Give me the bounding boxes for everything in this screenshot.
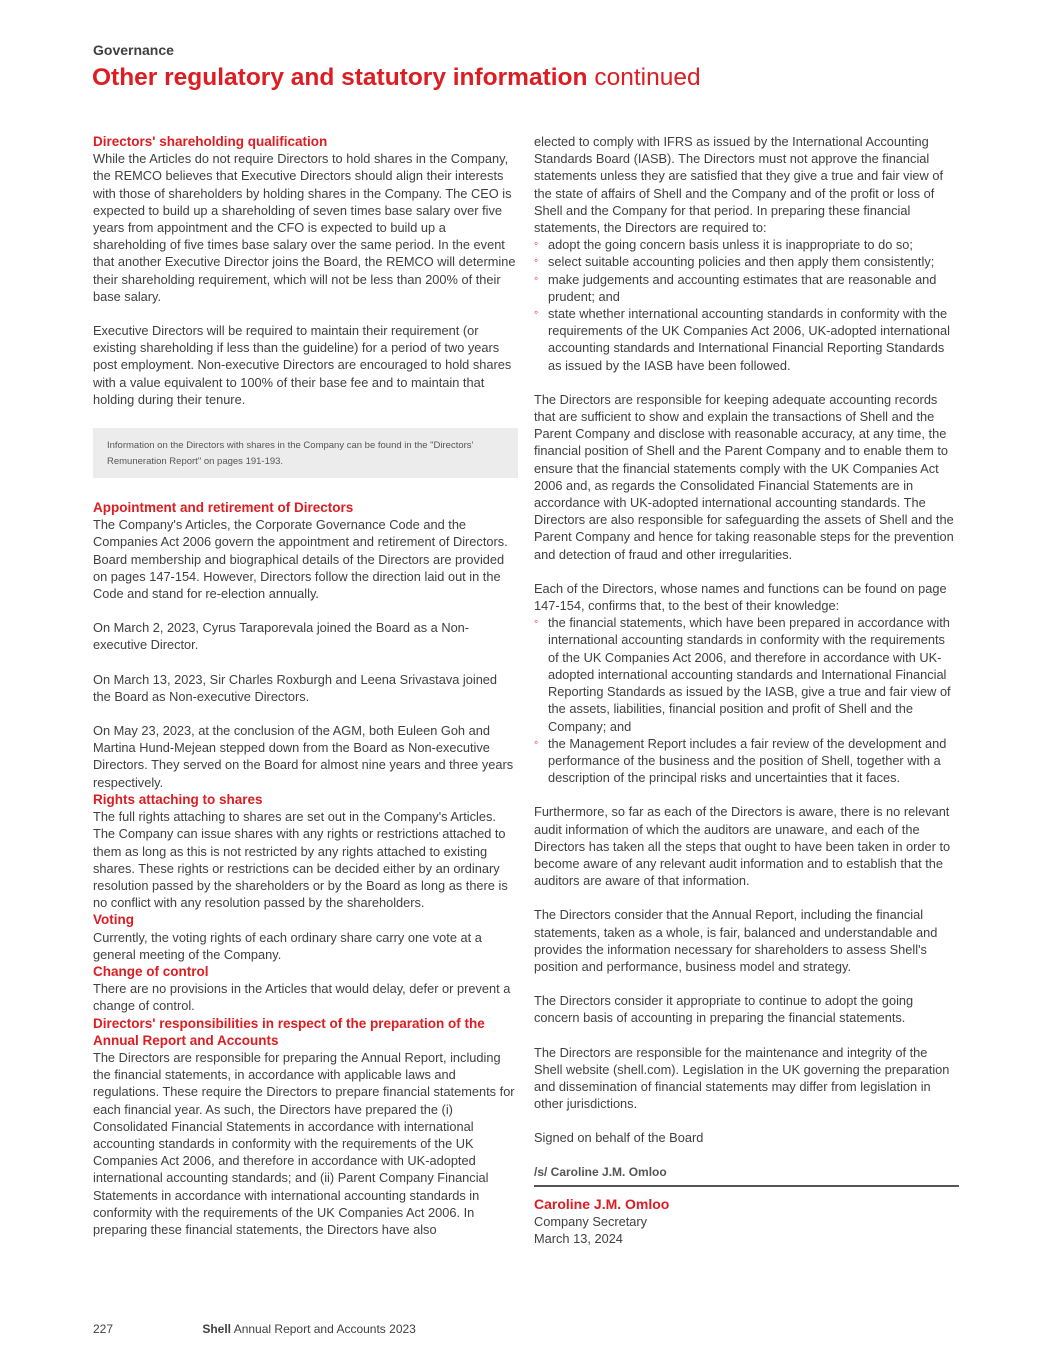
list-item: ◦ make judgements and accounting estimates that are reasonable and prudent; and bbox=[534, 271, 959, 305]
paragraph: Furthermore, so far as each of the Directors is aware, there is no relevant audit information of which the auditors are unaware, and each of the Directors has taken all the steps that ought to have been taken in order to become aware of any relevant audit information and to establish that the auditors are aware of that information. bbox=[534, 804, 951, 889]
footer-brand: Shell bbox=[202, 1322, 232, 1336]
list-item: ◦ the financial statements, which have been prepared in accordance with international accounting standards in conformity with the requirements of the UK Companies Act 2006, and therefore in accordance with UK-adopted international accounting standards and International Financial Reporting Standards as issued by the IASB, give a true and fair view of the assets, liabilities, financial position and profit of Shell and the Company; and bbox=[534, 614, 959, 734]
paragraph: Currently, the voting rights of each ordinary share carry one vote at a general meeting of the Company. bbox=[93, 929, 482, 962]
heading-rights-attaching: Rights attaching to shares bbox=[93, 791, 263, 807]
paragraph: On May 23, 2023, at the conclusion of the AGM, both Euleen Goh and Martina Hund-Mejean stepped down from the Board as Non-executive Directors. They served on the Board for almost nine years and three years respectively. bbox=[93, 723, 514, 790]
signer-title: Company Secretary bbox=[534, 1213, 648, 1229]
paragraph: The full rights attaching to shares are set out in the Company's Articles. The Company can issue shares with any rights or restrictions attached to them as long as this is not restricted by any rights attached to existing shares. These rights or restrictions can be decided either by an ordinary resolution passed by the shareholders or by the Board as long as there is no conflict with any resolution passed by the shareholders. bbox=[93, 809, 508, 911]
heading-change-of-control: Change of control bbox=[93, 963, 209, 979]
paragraph: On March 13, 2023, Sir Charles Roxburgh and Leena Srivastava joined the Board as Non-executive Directors. bbox=[93, 671, 498, 704]
signer-name: Caroline J.M. Omloo bbox=[534, 1195, 670, 1212]
paragraph: The Directors consider that the Annual Report, including the financial statements, taken as a whole, is fair, balanced and understandable and provides the information necessary for shareholders to assess Shell's position and performance, business model and strategy. bbox=[534, 907, 938, 974]
heading-directors-responsibilities: Directors' responsibilities in respect of the preparation of the Annual Report and Accounts bbox=[93, 1015, 485, 1048]
paragraph: The Directors are responsible for keeping adequate accounting records that are sufficient to show and explain the transactions of Shell and the Parent Company and disclose with reasonable accuracy, at any time, the financial position of Shell and the Parent Company and to enable them to ensure that the financial statements comply with the UK Companies Act 2006 and, as regards the Consolidated Financial Statements are in accordance with UK-adopted international accounting standards. The Directors are also responsible for safeguarding the assets of Shell and the Parent Company and hence for taking reasonable steps for the prevention and detection of fraud and other irregularities. bbox=[534, 391, 954, 562]
heading-voting: Voting bbox=[93, 912, 134, 928]
paragraph: The Directors are responsible for preparing the Annual Report, including the financial statements, in accordance with applicable laws and regulations. These require the Directors to prepare financial statements for each financial year. As such, the Directors have prepared the (i) Consolidated Financial Statements in accordance with international accounting standards in conformity with the requirements of the UK Companies Act 2006, and therefore in accordance with UK-adopted international accounting standards; and (ii) Parent Company Financial Statements in accordance with international accounting standards in conformity with the requirements of the UK Companies Act 2006. In preparing these financial statements, the Directors have also bbox=[93, 1049, 515, 1237]
heading-appointment-retirement: Appointment and retirement of Directors bbox=[93, 500, 354, 516]
paragraph: While the Articles do not require Directors to hold shares in the Company, the REMCO believes that Executive Directors should align their interests with those of shareholders by holding shares in the Company. The CEO is expected to build up a shareholding of seven times base salary over five years from appointment and the CFO is expected to build up a shareholding of five times base salary over the same period. In the event that another Executive Director joins the Board, the REMCO will determine their shareholding requirement, which will not be less than 200% of their base salary. bbox=[93, 151, 516, 304]
page-footer bbox=[93, 1322, 416, 1336]
paragraph: The Company's Articles, the Corporate Governance Code and the Companies Act 2006 govern the appointment and retirement of Directors. Board membership and biographical details of the Directors are provided on pages 147-154. However, Directors follow the direction laid out in the Code and stand for re-election annually. bbox=[93, 517, 508, 602]
info-note-box: Information on the Directors with shares in the Company can be found in the "Directors' Remuneration Report" on pages 191-193. bbox=[93, 428, 518, 478]
page-number: 227 bbox=[93, 1322, 114, 1336]
page-title-main: Other regulatory and statutory information bbox=[92, 64, 588, 91]
left-column bbox=[93, 133, 518, 1238]
confirmations-list bbox=[534, 614, 959, 786]
signed-on-behalf: Signed on behalf of the Board bbox=[534, 1130, 704, 1146]
list-item: ◦ select suitable accounting policies and then apply them consistently; bbox=[534, 253, 959, 270]
requirements-list bbox=[534, 236, 959, 374]
footer-report-title: Annual Report and Accounts 2023 bbox=[233, 1322, 416, 1336]
list-item: ◦ state whether international accounting standards in conformity with the requirements of the UK Companies Act 2006, UK-adopted international accounting standards and International Financial Reporting Standards as issued by the IASB have been followed. bbox=[534, 305, 959, 374]
paragraph: The Directors are responsible for the maintenance and integrity of the Shell website (shell.com). Legislation in the UK governing the preparation and dissemination of financial statements may differ from legislation in other jurisdictions. bbox=[534, 1044, 950, 1112]
paragraph: The Directors consider it appropriate to continue to adopt the going concern basis of accounting in preparing the financial statements. bbox=[534, 993, 914, 1026]
signed-date: March 13, 2024 bbox=[534, 1230, 623, 1246]
list-item: ◦ adopt the going concern basis unless it is inappropriate to do so; bbox=[534, 236, 959, 253]
paragraph: elected to comply with IFRS as issued by the International Accounting Standards Board (IASB). The Directors must not approve the financial statements unless they are satisfied that they give a true and fair view of the state of affairs of Shell and the Company and of the profit or loss of Shell and the Company for that period. In preparing these financial statements, the Directors are required to: bbox=[534, 134, 944, 236]
section-label: Governance bbox=[93, 42, 174, 58]
signature-line: /s/ Caroline J.M. Omloo bbox=[534, 1164, 959, 1187]
right-column bbox=[534, 133, 959, 1247]
paragraph: On March 2, 2023, Cyrus Taraporevala joined the Board as a Non-executive Director. bbox=[93, 620, 470, 653]
list-item: ◦ the Management Report includes a fair review of the development and performance of the business and the position of Shell, together with a description of the principal risks and uncertainties that it faces. bbox=[534, 735, 959, 787]
paragraph: There are no provisions in the Articles that would delay, defer or prevent a change of control. bbox=[93, 981, 511, 1014]
page-title bbox=[92, 64, 701, 92]
paragraph: Executive Directors will be required to maintain their requirement (or existing shareholding if less than the guideline) for a period of two years post employment. Non-executive Directors are encouraged to hold shares with a value equivalent to 100% of their base fee and to maintain that holding during their tenure. bbox=[93, 323, 512, 407]
heading-shareholding-qualification: Directors' shareholding qualification bbox=[93, 134, 328, 149]
paragraph: Each of the Directors, whose names and functions can be found on page 147-154, confirms that, to the best of their knowledge: bbox=[534, 580, 947, 614]
page-title-suffix: continued bbox=[594, 64, 701, 91]
